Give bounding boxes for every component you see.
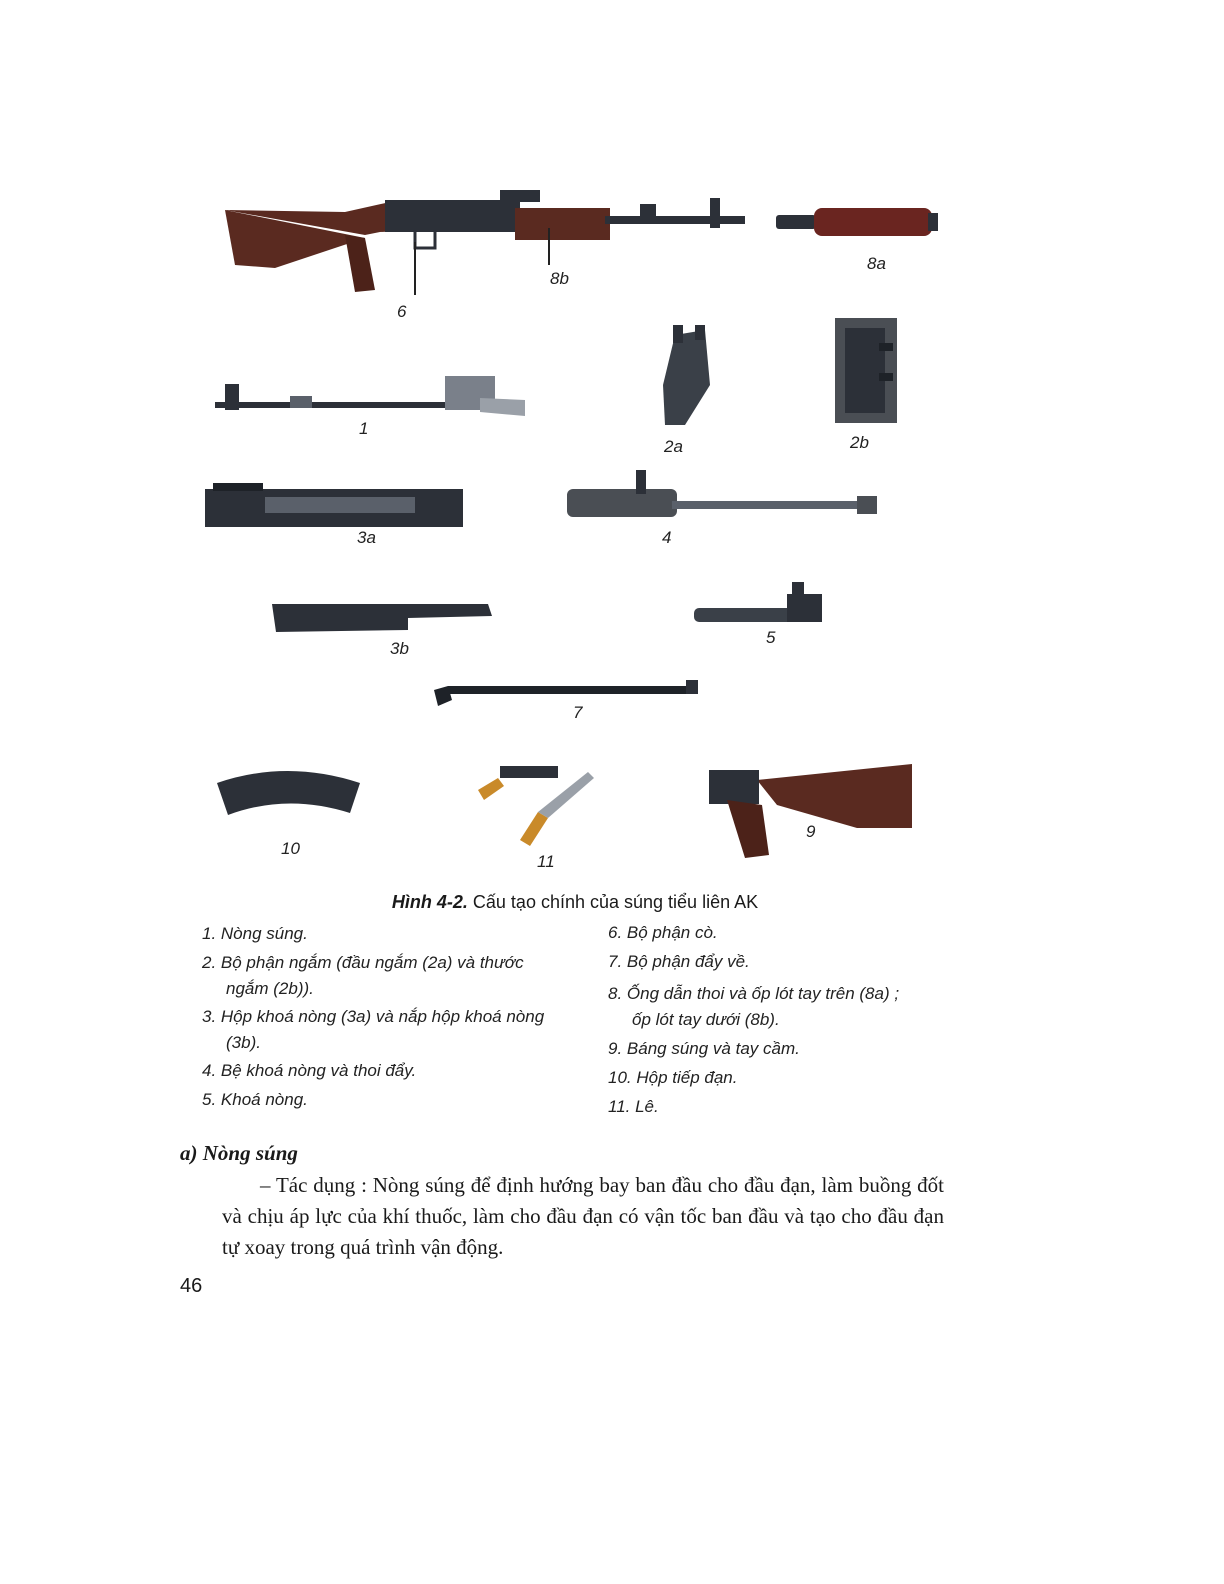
bolt-carrier-piston-image <box>562 465 884 527</box>
legend-item: 11. Lê. <box>608 1097 659 1116</box>
upper-handguard-image <box>776 205 941 239</box>
legend-item: 1. Nòng súng. <box>202 924 308 943</box>
legend-item: ốp lót tay dưới (8b). <box>632 1010 780 1029</box>
label-3b: 3b <box>390 639 409 658</box>
label-10: 10 <box>281 839 300 858</box>
stock-grip-image <box>707 760 917 860</box>
label-11: 11 <box>537 852 555 871</box>
rear-sight-image <box>835 318 897 423</box>
receiver-cover-image <box>268 598 496 638</box>
front-sight-image <box>655 325 720 430</box>
label-8a: 8a <box>867 254 886 273</box>
label-2a: 2a <box>664 437 683 456</box>
legend-item: 6. Bộ phận cò. <box>608 923 718 942</box>
section-paragraph <box>222 1170 944 1263</box>
label-3a: 3a <box>357 528 376 547</box>
bolt-image <box>692 580 832 632</box>
rifle-full-image <box>215 180 755 300</box>
legend-item: 9. Báng súng và tay cầm. <box>608 1039 800 1058</box>
recoil-spring-image <box>428 676 700 712</box>
label-1: 1 <box>359 419 369 438</box>
legend-item: 7. Bộ phận đẩy về. <box>608 952 750 971</box>
section-paragraph-text: – Tác dụng : Nòng súng để định hướng bay ban đầu cho đầu đạn, làm buồng đốt và chịu áp lực của khí thuốc, làm cho đầu đạn có vận tốc ban đầu và tạo cho đầu đạn tự xoay trong quá trình vận động. <box>222 1173 944 1259</box>
label-2b: 2b <box>850 433 869 452</box>
barrel-image <box>210 372 530 422</box>
section-heading: a) Nòng súng <box>180 1141 298 1165</box>
legend-item: (3b). <box>226 1033 261 1052</box>
label-6: 6 <box>397 302 407 321</box>
legend-item: 8. Ống dẫn thoi và ốp lót tay trên (8a) ; <box>608 984 900 1003</box>
figure-caption <box>0 892 1150 913</box>
label-8b: 8b <box>550 269 569 288</box>
label-5: 5 <box>766 628 776 647</box>
label-9: 9 <box>806 822 816 841</box>
legend-item: ngắm (2b)). <box>226 979 314 998</box>
receiver-image <box>205 483 463 529</box>
figure-caption-text: Cấu tạo chính của súng tiểu liên AK <box>467 892 759 912</box>
legend-item: 3. Hộp khoá nòng (3a) và nắp hộp khoá nòng <box>202 1007 545 1026</box>
page-number: 46 <box>180 1275 203 1297</box>
legend-item: 2. Bộ phận ngắm (đầu ngắm (2a) và thước <box>202 953 524 972</box>
label-7: 7 <box>573 703 583 722</box>
bayonet-image <box>470 760 602 852</box>
legend-item: 10. Hộp tiếp đạn. <box>608 1068 738 1087</box>
figure-caption-number: Hình 4-2. <box>391 892 468 912</box>
label-4: 4 <box>662 528 672 547</box>
legend-item: 4. Bệ khoá nòng và thoi đẩy. <box>202 1061 417 1080</box>
legend-item: 5. Khoá nòng. <box>202 1090 308 1109</box>
magazine-image <box>212 765 367 823</box>
